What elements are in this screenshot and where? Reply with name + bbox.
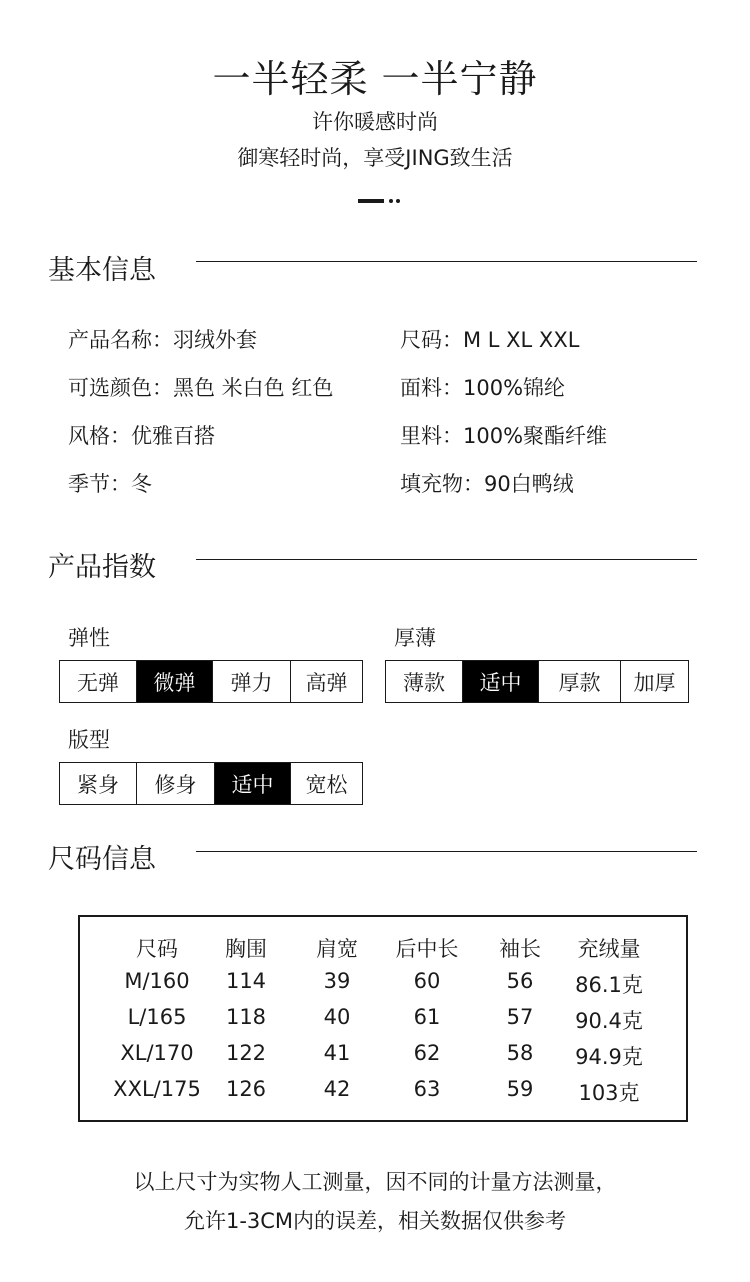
table-header-cell: 肩宽 <box>316 937 358 961</box>
table-cell: 39 <box>323 969 351 993</box>
table-cell: XXL/175 <box>113 1077 201 1101</box>
divider-ornament-icon <box>358 196 408 206</box>
fit-option-selected: 适中 <box>214 763 290 804</box>
table-header-cell: 胸围 <box>225 937 267 961</box>
section-divider <box>196 851 697 852</box>
table-cell: 59 <box>506 1077 534 1101</box>
info-style: 风格：优雅百搭 <box>68 424 215 448</box>
table-cell: L/165 <box>127 1005 187 1029</box>
table-row <box>80 1077 686 1109</box>
table-cell: 41 <box>323 1041 351 1065</box>
table-header-cell: 尺码 <box>136 937 178 961</box>
table-header-row <box>80 933 686 965</box>
info-colors: 可选颜色：黑色 米白色 红色 <box>68 376 334 400</box>
table-cell: 63 <box>413 1077 441 1101</box>
table-cell: M/160 <box>124 969 190 993</box>
section-title-size-info: 尺码信息 <box>48 844 156 875</box>
measurement-note: 以上尺寸为实物人工测量，因不同的计量方法测量， <box>133 1170 617 1194</box>
table-cell: 57 <box>506 1005 534 1029</box>
thickness-option: 薄款 <box>403 670 445 695</box>
elasticity-option: 弹力 <box>212 661 290 702</box>
table-row <box>80 1005 686 1037</box>
index-label-fit: 版型 <box>68 728 110 752</box>
info-fabric: 面料：100%锦纶 <box>400 376 566 400</box>
table-cell: 86.1克 <box>575 973 643 997</box>
table-cell: XL/170 <box>120 1041 194 1065</box>
section-divider <box>196 559 697 560</box>
measurement-note-tolerance: 允许1-3CM内的误差，相关数据仅供参考 <box>183 1209 567 1233</box>
page-subtitle: 许你暖感时尚 <box>312 110 438 134</box>
info-sizes: 尺码：M L XL XXL <box>400 328 580 352</box>
table-cell: 94.9克 <box>575 1045 643 1069</box>
fit-option: 修身 <box>136 763 214 804</box>
elasticity-scale <box>59 660 363 703</box>
table-cell: 118 <box>225 1005 267 1029</box>
info-filling: 填充物：90白鸭绒 <box>400 472 574 496</box>
section-title-basic-info: 基本信息 <box>48 255 156 286</box>
fit-option: 紧身 <box>77 772 119 797</box>
table-header-cell: 袖长 <box>499 937 541 961</box>
page-title: 一半轻柔 一半宁静 <box>212 57 538 101</box>
index-label-elasticity: 弹性 <box>68 626 110 650</box>
table-row <box>80 969 686 1001</box>
thickness-option: 厚款 <box>538 661 620 702</box>
section-divider <box>196 261 697 262</box>
thickness-scale <box>385 660 689 703</box>
page-tagline: 御寒轻时尚，享受JING致生活 <box>237 146 513 170</box>
table-cell: 58 <box>506 1041 534 1065</box>
info-lining: 里料：100%聚酯纤维 <box>400 424 608 448</box>
size-table <box>78 915 688 1122</box>
table-cell: 62 <box>413 1041 441 1065</box>
thickness-option: 加厚 <box>620 661 688 702</box>
fit-option: 宽松 <box>290 763 362 804</box>
table-header-cell: 后中长 <box>395 937 459 961</box>
index-label-thickness: 厚薄 <box>394 626 436 650</box>
table-cell: 61 <box>413 1005 441 1029</box>
table-cell: 40 <box>323 1005 351 1029</box>
thickness-option-selected: 适中 <box>462 661 538 702</box>
table-cell: 90.4克 <box>575 1009 643 1033</box>
table-header-cell: 充绒量 <box>577 937 641 961</box>
elasticity-option-selected: 微弹 <box>136 661 212 702</box>
info-product-name: 产品名称：羽绒外套 <box>68 328 257 352</box>
table-cell: 60 <box>413 969 441 993</box>
section-title-product-index: 产品指数 <box>48 552 156 583</box>
fit-scale <box>59 762 363 805</box>
table-cell: 103克 <box>578 1081 640 1105</box>
table-row <box>80 1041 686 1073</box>
table-cell: 126 <box>225 1077 267 1101</box>
info-season: 季节：冬 <box>68 472 152 496</box>
elasticity-option: 无弹 <box>77 670 119 695</box>
table-cell: 56 <box>506 969 534 993</box>
elasticity-option: 高弹 <box>290 661 362 702</box>
table-cell: 122 <box>225 1041 267 1065</box>
table-cell: 42 <box>323 1077 351 1101</box>
table-cell: 114 <box>225 969 267 993</box>
